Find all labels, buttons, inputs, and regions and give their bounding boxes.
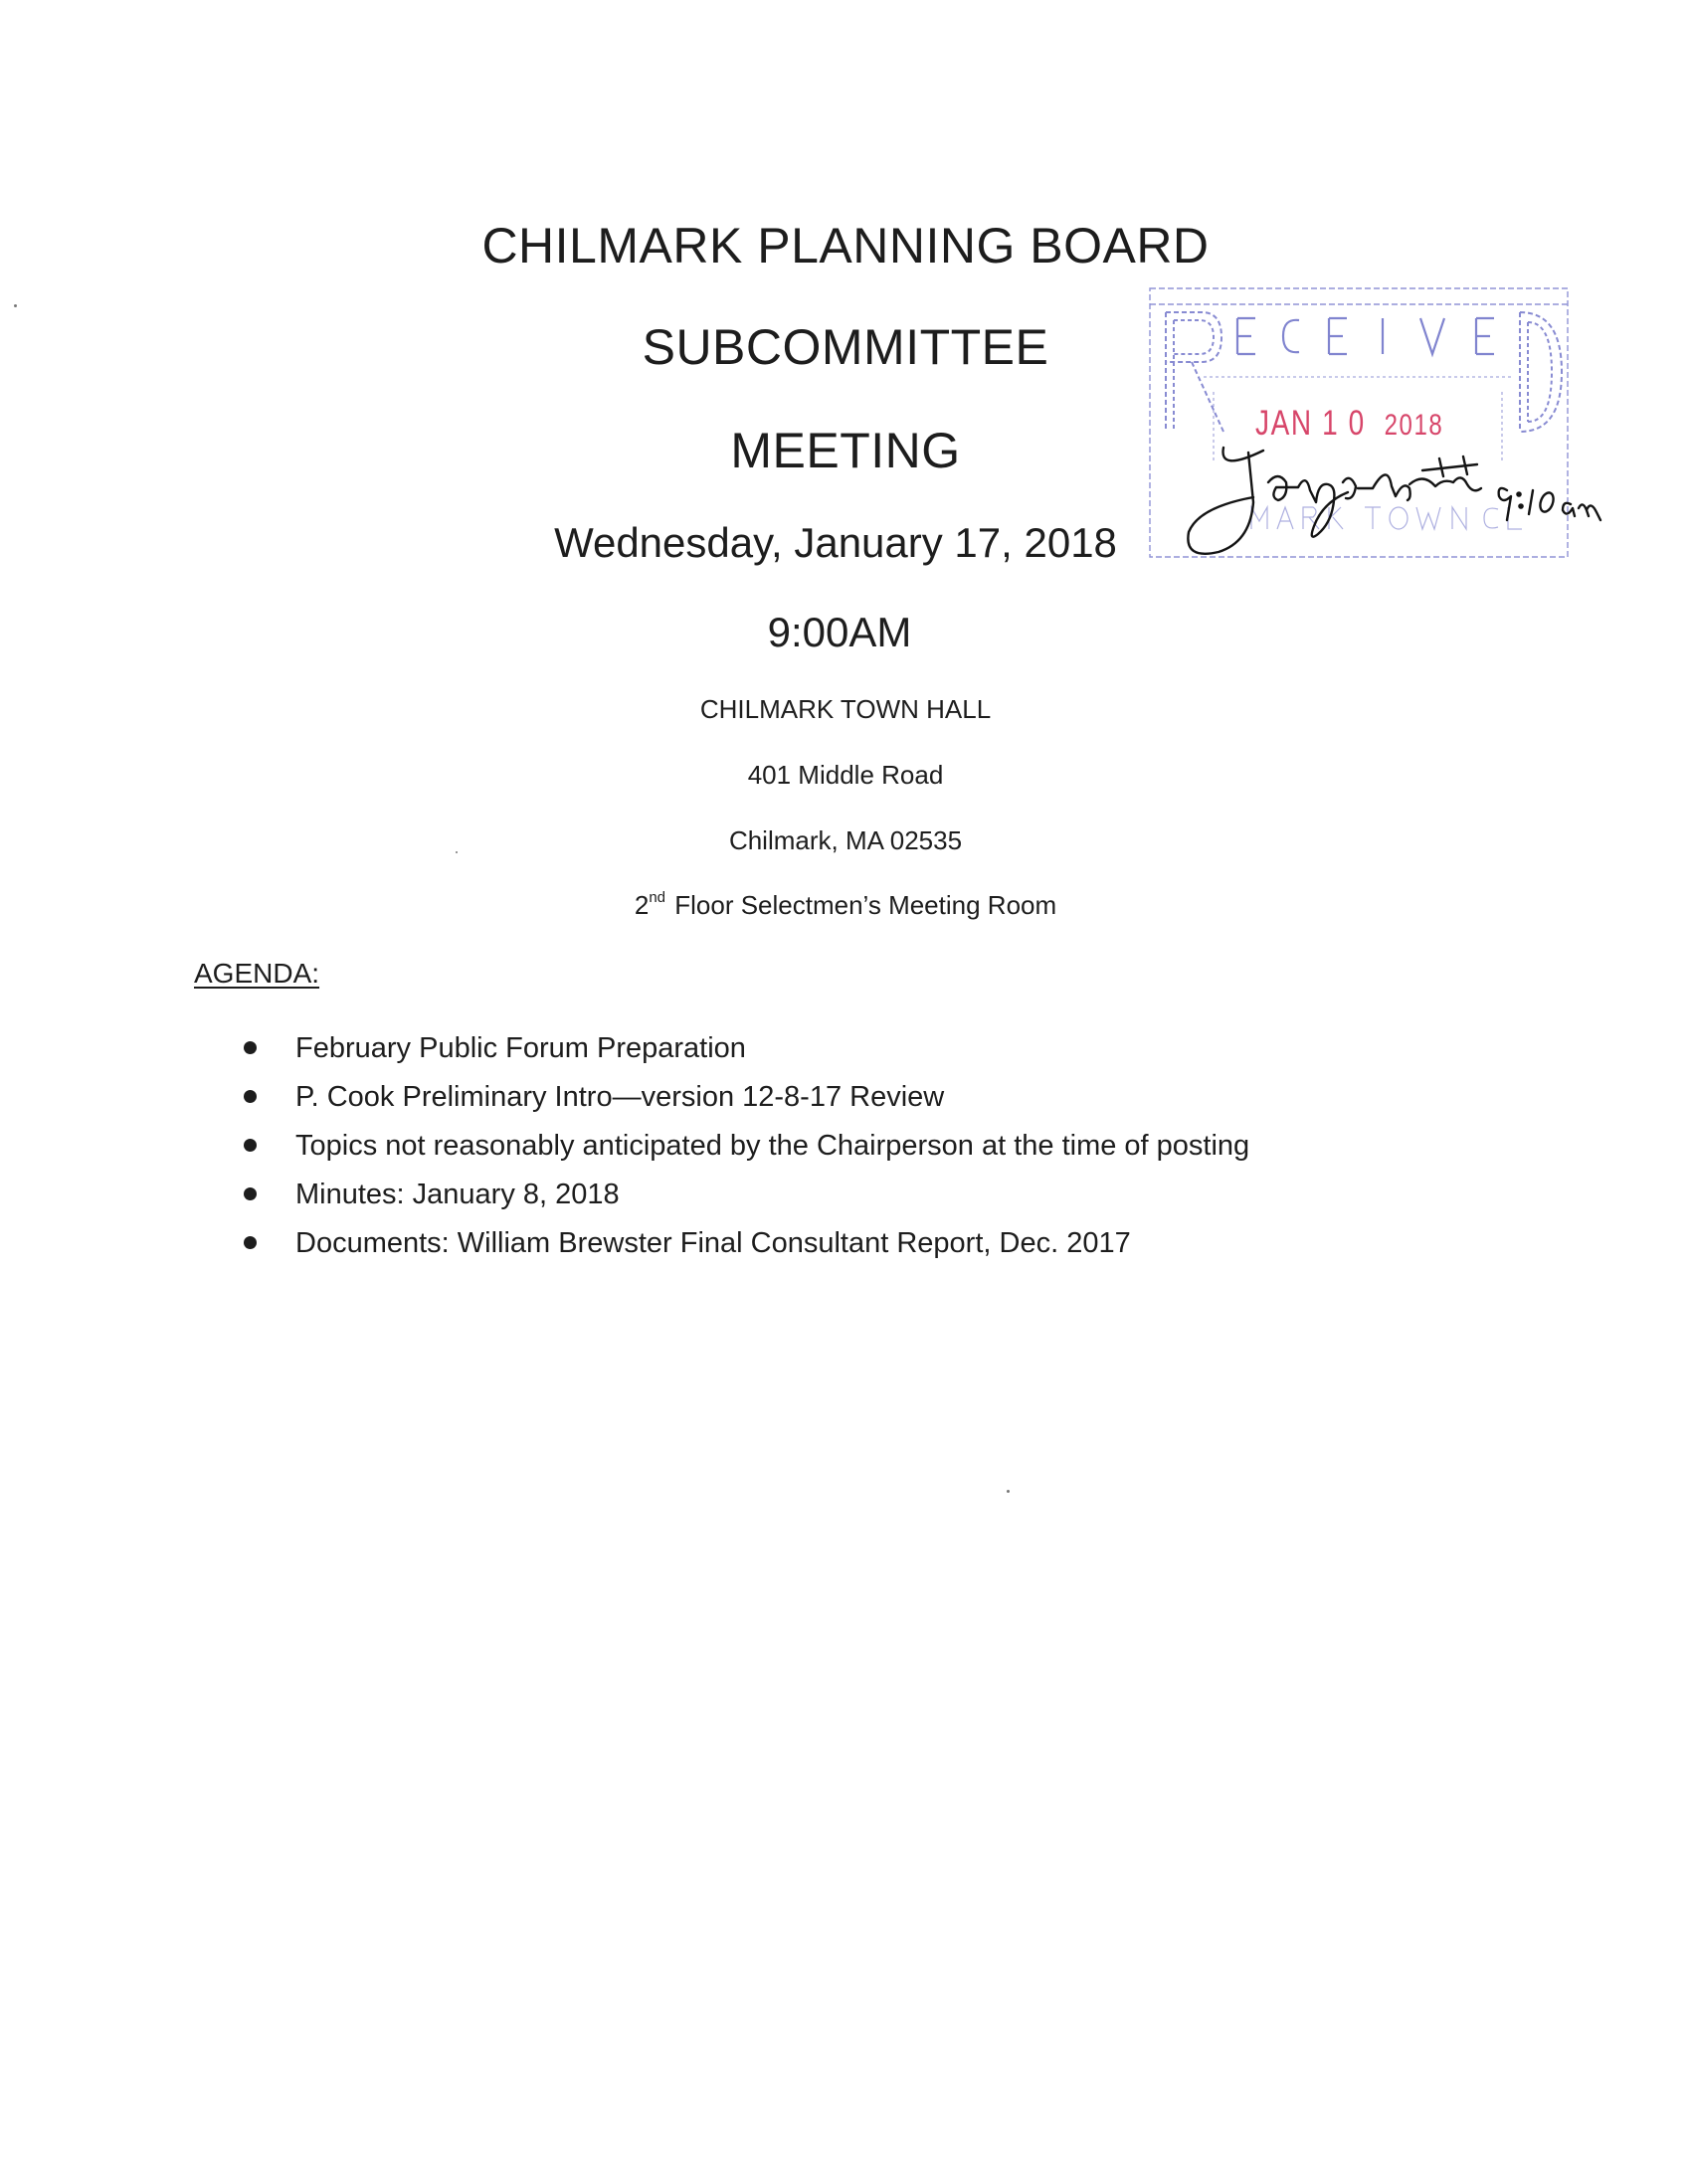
venue-name: CHILMARK TOWN HALL [699,694,992,724]
bullet-icon [244,1090,257,1103]
handwritten-signature [1179,443,1616,572]
meeting-date: Wednesday, January 17, 2018 [554,519,1117,566]
venue-address: 401 Middle Road [747,760,944,790]
bullet-icon [244,1139,257,1152]
agenda-list [0,1030,1691,1274]
agenda-item-text: Documents: William Brewster Final Consultant Report, Dec. 2017 [295,1227,1131,1259]
agenda-item [0,1079,1691,1128]
title-line-1: CHILMARK PLANNING BOARD [481,218,1210,273]
agenda-item-text: Minutes: January 8, 2018 [295,1179,620,1210]
scan-speck [1007,1490,1010,1493]
meeting-room [0,889,1691,921]
meeting-time: 9:00AM [767,609,912,655]
bullet-icon [244,1236,257,1249]
agenda-item [0,1177,1691,1225]
scan-speck [14,304,17,307]
bullet-icon [244,1041,257,1054]
stamp-date-year: 2018 [1384,409,1444,442]
bullet-icon [244,1187,257,1200]
agenda-item-text: P. Cook Preliminary Intro—version 12-8-17 Review [295,1081,945,1113]
title-line-3: MEETING [730,423,961,478]
stamp-date-day: JAN 1 0 [1255,404,1366,443]
floor-number: 2 [634,890,650,920]
floor-suffix: nd [649,889,665,906]
agenda-item [0,1225,1691,1274]
room-name: Floor Selectmen’s Meeting Room [674,890,1057,920]
agenda-item [0,1030,1691,1079]
agenda-item [0,1128,1691,1177]
stamp-date [1255,404,1443,444]
agenda-heading: AGENDA: [194,958,320,989]
title-line-2: SUBCOMMITTEE [642,319,1049,375]
agenda-item-text: February Public Forum Preparation [295,1032,746,1064]
venue-city: Chilmark, MA 02535 [728,825,963,855]
scan-speck [456,851,458,853]
agenda-item-text: Topics not reasonably anticipated by the Chairperson at the time of posting [295,1130,1250,1162]
